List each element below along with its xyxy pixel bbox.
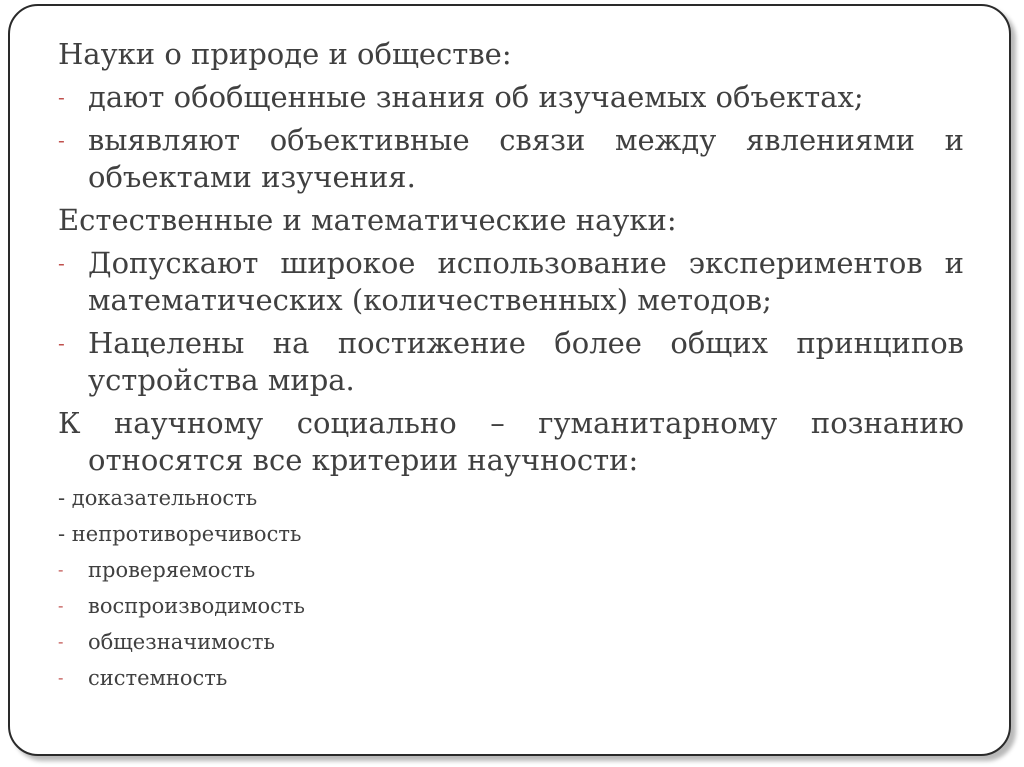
criterion-item — [58, 629, 964, 655]
list-item-text: Нацелены на постижение более общих принципов устройства мира. — [88, 326, 964, 397]
list-item — [58, 122, 964, 196]
list-item — [58, 245, 964, 319]
criterion-item — [58, 665, 964, 691]
bullet-dash: - — [58, 128, 65, 152]
list-item — [58, 325, 964, 399]
bullet-dash: - — [58, 632, 64, 651]
criterion-text: общезначимость — [88, 630, 275, 654]
heading-humanities-criteria: К научному социально – гуманитарному познанию относятся все критерии научности: — [58, 406, 964, 477]
list-item-text: дают обобщенные знания об изучаемых объектах; — [88, 80, 864, 114]
criterion-text: системность — [88, 666, 228, 690]
bullet-dash: - — [58, 85, 65, 109]
bullet-dash: - — [58, 560, 64, 579]
heading-natural-math-sciences: Естественные и математические науки: — [58, 203, 677, 237]
list-item-text: Допускают широкое использование экспериментов и математических (количественных) методов; — [88, 246, 964, 317]
criterion-plain: - непротиворечивость — [58, 522, 302, 546]
criterion-item — [58, 557, 964, 583]
criterion-text: проверяемость — [88, 558, 256, 582]
criterion-plain: - доказательность — [58, 486, 258, 510]
slide-content — [58, 36, 964, 701]
criterion-item — [58, 593, 964, 619]
bullet-dash: - — [58, 331, 65, 355]
criterion-text: воспроизводимость — [88, 594, 305, 618]
bullet-dash: - — [58, 251, 65, 275]
list-item-text: выявляют объективные связи между явлениями и объектами изучения. — [88, 123, 964, 194]
bullet-dash: - — [58, 668, 64, 687]
heading-natural-social-sciences: Науки о природе и обществе: — [58, 37, 512, 71]
bullet-dash: - — [58, 596, 64, 615]
list-item — [58, 79, 964, 116]
